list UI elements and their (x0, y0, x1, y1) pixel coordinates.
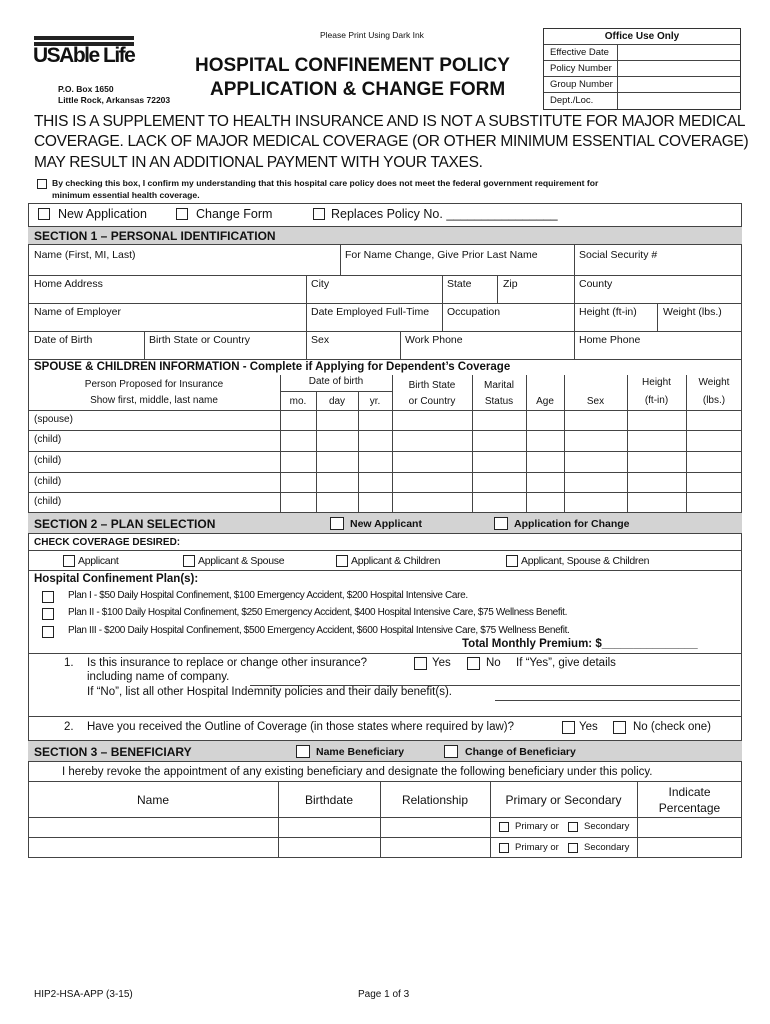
col-marital-line2: Status (484, 396, 514, 407)
q1-yes-label: Yes (432, 657, 451, 669)
section2-title: SECTION 2 – PLAN SELECTION (34, 517, 216, 531)
coverage-spouse-label: Applicant & Spouse (198, 555, 285, 567)
notice-line1: THIS IS A SUPPLEMENT TO HEALTH INSURANCE AND IS NOT A SUBSTITUTE FOR MAJOR MEDICAL (34, 113, 746, 130)
app-change-checkbox[interactable] (494, 517, 508, 530)
zip-field[interactable]: Zip (503, 278, 518, 290)
q1-text: Is this insurance to replace or change other insurance? (87, 657, 367, 669)
col-person-line1: Person Proposed for Insurance (84, 379, 224, 390)
employer-field[interactable]: Name of Employer (34, 306, 121, 318)
section3-header (28, 740, 742, 762)
plan-3-checkbox[interactable] (42, 626, 54, 638)
dept-loc-label: Dept./Loc. (550, 95, 594, 106)
q2-yes-label: Yes (579, 721, 598, 733)
q2-number: 2. (64, 721, 74, 733)
q1-no-checkbox[interactable] (467, 657, 480, 670)
dependent-row-child[interactable]: (child) (34, 455, 62, 466)
col-weight-line1: Weight (698, 377, 730, 388)
coverage-label: CHECK COVERAGE DESIRED: (34, 537, 181, 548)
section1-title: SECTION 1 – PERSONAL IDENTIFICATION (34, 229, 276, 243)
col-day: day (328, 396, 346, 407)
q1-number: 1. (64, 657, 74, 669)
section2-header (28, 512, 742, 534)
replaces-policy-checkbox[interactable] (313, 208, 325, 220)
effective-date-label: Effective Date (550, 47, 609, 58)
replaces-policy-label: Replaces Policy No. ________________ (331, 207, 558, 221)
new-applicant-label: New Applicant (350, 518, 422, 530)
plan-2-label: Plan II - $100 Daily Hospital Confinement, $250 Emergency Accident, $400 Hospital Intensive Care, $75 Wellness Benefit. (68, 607, 568, 618)
change-form-label: Change Form (196, 207, 273, 221)
coverage-applicant-checkbox[interactable] (63, 555, 75, 567)
coverage-children-label: Applicant & Children (351, 555, 441, 567)
new-applicant-checkbox[interactable] (330, 517, 344, 530)
col-person-line2: Show first, middle, last name (90, 395, 218, 406)
q1-line2: including name of company. (87, 671, 230, 683)
q1-no-label: No (486, 657, 501, 669)
q2-no-checkbox[interactable] (613, 721, 626, 734)
beneficiary2-secondary-checkbox[interactable] (568, 843, 578, 853)
work-phone-field[interactable]: Work Phone (405, 334, 463, 346)
col-birth-line1: Birth State (408, 380, 456, 391)
office-use-box (543, 28, 741, 110)
ack-checkbox[interactable] (37, 179, 47, 189)
address-line1: P.O. Box 1650 (58, 84, 114, 94)
plan-2-checkbox[interactable] (42, 608, 54, 620)
dependent-row-child[interactable]: (child) (34, 496, 62, 507)
birth-state-field[interactable]: Birth State or Country (149, 334, 250, 346)
col-birthdate: Birthdate (304, 793, 354, 807)
col-indicate-line1: Indicate (668, 785, 711, 799)
date-employed-field[interactable]: Date Employed Full-Time (311, 306, 430, 318)
col-height-line1: Height (642, 377, 671, 388)
coverage-spouse-checkbox[interactable] (183, 555, 195, 567)
dependent-row-child[interactable]: (child) (34, 434, 62, 445)
q1-line3: If “No”, list all other Hospital Indemnity policies and their daily benefit(s). (87, 686, 452, 698)
beneficiary1-secondary-label: Secondary (584, 821, 630, 832)
q2-yes-checkbox[interactable] (562, 721, 575, 734)
company-logo: USAble Life (33, 44, 135, 67)
home-phone-field[interactable]: Home Phone (579, 334, 641, 346)
ack-line2: minimum essential health coverage. (52, 190, 200, 200)
city-field[interactable]: City (311, 278, 330, 290)
dependent-row-child[interactable]: (child) (34, 476, 62, 487)
coverage-family-checkbox[interactable] (506, 555, 518, 567)
form-title-line1: HOSPITAL CONFINEMENT POLICY (195, 55, 510, 76)
col-sex: Sex (586, 396, 605, 407)
col-height-line2: (ft-in) (644, 395, 669, 406)
state-field[interactable]: State (447, 278, 472, 290)
plan-1-checkbox[interactable] (42, 591, 54, 603)
col-birth-line2: or Country (408, 396, 456, 407)
total-premium-field[interactable]: Total Monthly Premium: $_______________ (462, 638, 698, 650)
col-weight-line2: (lbs.) (702, 395, 726, 406)
beneficiary2-secondary-label: Secondary (584, 842, 630, 853)
address-line2: Little Rock, Arkansas 72203 (58, 95, 171, 105)
dependent-row-spouse[interactable]: (spouse) (34, 414, 73, 425)
sex-field[interactable]: Sex (311, 334, 330, 346)
notice-line2: COVERAGE. LACK OF MAJOR MEDICAL COVERAGE (OR OTHER MINIMUM ESSENTIAL COVERAGE) (34, 133, 749, 150)
name-beneficiary-checkbox[interactable] (296, 745, 310, 758)
change-beneficiary-label: Change of Beneficiary (465, 746, 576, 758)
app-change-label: Application for Change (514, 518, 630, 530)
name-beneficiary-label: Name Beneficiary (316, 746, 405, 758)
col-mo: mo. (289, 396, 307, 407)
weight-field[interactable]: Weight (lbs.) (663, 306, 722, 318)
height-field[interactable]: Height (ft-in) (579, 306, 637, 318)
q2-text: Have you received the Outline of Coverage (in those states where required by law)? (87, 721, 515, 733)
beneficiary1-primary-checkbox[interactable] (499, 822, 509, 832)
prior-name-field[interactable]: For Name Change, Give Prior Last Name (345, 249, 538, 261)
dependents-title: SPOUSE & CHILDREN INFORMATION - Complete if Applying for Dependent’s Coverage (34, 361, 511, 373)
print-note: Please Print Using Dark Ink (320, 30, 424, 40)
change-beneficiary-checkbox[interactable] (444, 745, 458, 758)
ssn-field[interactable]: Social Security # (579, 249, 658, 261)
col-age: Age (536, 396, 554, 407)
beneficiary2-primary-label: Primary or (515, 842, 559, 853)
new-application-checkbox[interactable] (38, 208, 50, 220)
policy-number-label: Policy Number (550, 63, 612, 74)
beneficiary1-secondary-checkbox[interactable] (568, 822, 578, 832)
group-number-label: Group Number (550, 79, 613, 90)
occupation-field[interactable]: Occupation (447, 306, 501, 318)
logo-bar-top (34, 36, 134, 40)
col-relationship: Relationship (401, 793, 469, 807)
coverage-applicant-label: Applicant (78, 555, 119, 567)
ack-line1: By checking this box, I confirm my understanding that this hospital care policy does not meet the federal government requirement for (52, 178, 599, 188)
name-field[interactable]: Name (First, MI, Last) (34, 249, 136, 261)
col-primary-secondary: Primary or Secondary (505, 793, 622, 807)
col-beneficiary-name: Name (136, 793, 169, 807)
change-form-checkbox[interactable] (176, 208, 188, 220)
office-use-title: Office Use Only (604, 31, 680, 42)
col-yr: yr. (369, 396, 381, 407)
q2-no-label: No (check one) (633, 721, 711, 733)
coverage-family-label: Applicant, Spouse & Children (521, 555, 650, 567)
county-field[interactable]: County (579, 278, 613, 290)
beneficiary2-primary-checkbox[interactable] (499, 843, 509, 853)
col-dob-label: Date of birth (308, 376, 364, 387)
form-id: HIP2-HSA-APP (3-15) (34, 989, 133, 1000)
page-number: Page 1 of 3 (358, 989, 410, 1000)
beneficiary1-primary-label: Primary or (515, 821, 559, 832)
section3-title: SECTION 3 – BENEFICIARY (34, 745, 192, 759)
form-title-line2: APPLICATION & CHANGE FORM (210, 79, 506, 100)
q1-yes-checkbox[interactable] (414, 657, 427, 670)
new-application-label: New Application (58, 207, 147, 221)
q1-if-yes: If “Yes”, give details (516, 657, 616, 669)
home-address-field[interactable]: Home Address (34, 278, 103, 290)
revoke-text: I hereby revoke the appointment of any existing beneficiary and designate the following beneficiary under this policy. (62, 766, 653, 778)
coverage-children-checkbox[interactable] (336, 555, 348, 567)
section1-header (28, 226, 742, 245)
col-marital-line1: Marital (483, 380, 514, 391)
notice-line3: MAY RESULT IN AN ADDITIONAL PAYMENT WITH YOUR TAXES. (34, 154, 483, 171)
plan-1-label: Plan I - $50 Daily Hospital Confinement, $100 Emergency Accident, $200 Hospital Intensive Care. (68, 590, 468, 601)
plans-label: Hospital Confinement Plan(s): (34, 573, 199, 585)
plan-3-label: Plan III - $200 Daily Hospital Confinement, $500 Emergency Accident, $600 Hospital Intensive Care, $75 Wellness Benefit. (68, 625, 570, 636)
dob-field[interactable]: Date of Birth (34, 334, 93, 346)
col-indicate-line2: Percentage (658, 801, 721, 815)
